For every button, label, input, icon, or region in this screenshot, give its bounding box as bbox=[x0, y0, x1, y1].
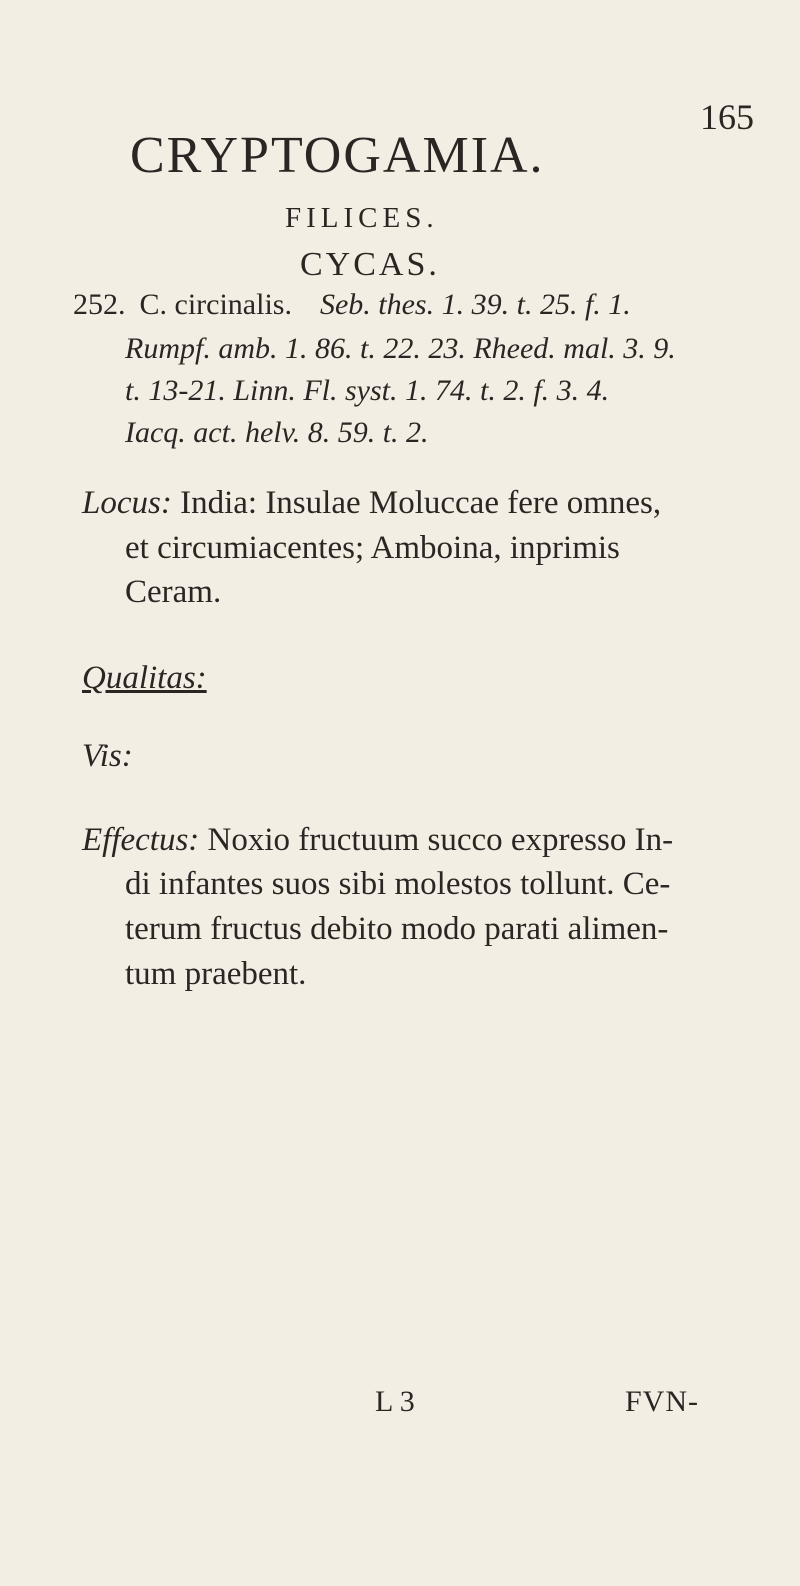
effectus-line-4: tum praebent. bbox=[125, 956, 307, 992]
effectus-label: Effectus: bbox=[82, 822, 200, 858]
qualitas-label: Qualitas: bbox=[82, 660, 207, 696]
locus-label: Locus: bbox=[82, 485, 172, 521]
order-heading: FILICES. bbox=[285, 202, 439, 234]
locus-line-2: et circumiacentes; Amboina, inprimis bbox=[125, 530, 620, 566]
entry-first-line bbox=[73, 288, 631, 322]
class-heading: CRYPTOGAMIA. bbox=[130, 127, 545, 184]
locus-line-3: Ceram. bbox=[125, 574, 222, 610]
reference-line-1: Seb. thes. 1. 39. t. 25. f. 1. bbox=[319, 288, 631, 321]
page-number: 165 bbox=[700, 97, 754, 137]
entry-number: 252. bbox=[73, 288, 126, 321]
effectus-line-2: di infantes suos sibi molestos tollunt. Ce- bbox=[125, 866, 671, 902]
species-name: C. circinalis. bbox=[139, 288, 292, 321]
genus-heading: CYCAS. bbox=[300, 246, 440, 283]
reference-line-2: Rumpf. amb. 1. 86. t. 22. 23. Rheed. mal. 3. 9. bbox=[125, 332, 676, 365]
vis-label: Vis: bbox=[82, 738, 133, 774]
catchword: FVN- bbox=[625, 1385, 700, 1418]
locus-line-1: Locus: India: Insulae Moluccae fere omnes, bbox=[82, 485, 662, 521]
reference-line-3: t. 13-21. Linn. Fl. syst. 1. 74. t. 2. f. 3. 4. bbox=[125, 374, 610, 407]
reference-line-4: Iacq. act. helv. 8. 59. t. 2. bbox=[125, 416, 429, 449]
effectus-line-3: terum fructus debito modo parati alimen- bbox=[125, 911, 669, 947]
signature-mark: L 3 bbox=[375, 1385, 415, 1418]
effectus-line-1: Effectus: Noxio fructuum succo expresso In- bbox=[82, 822, 674, 858]
